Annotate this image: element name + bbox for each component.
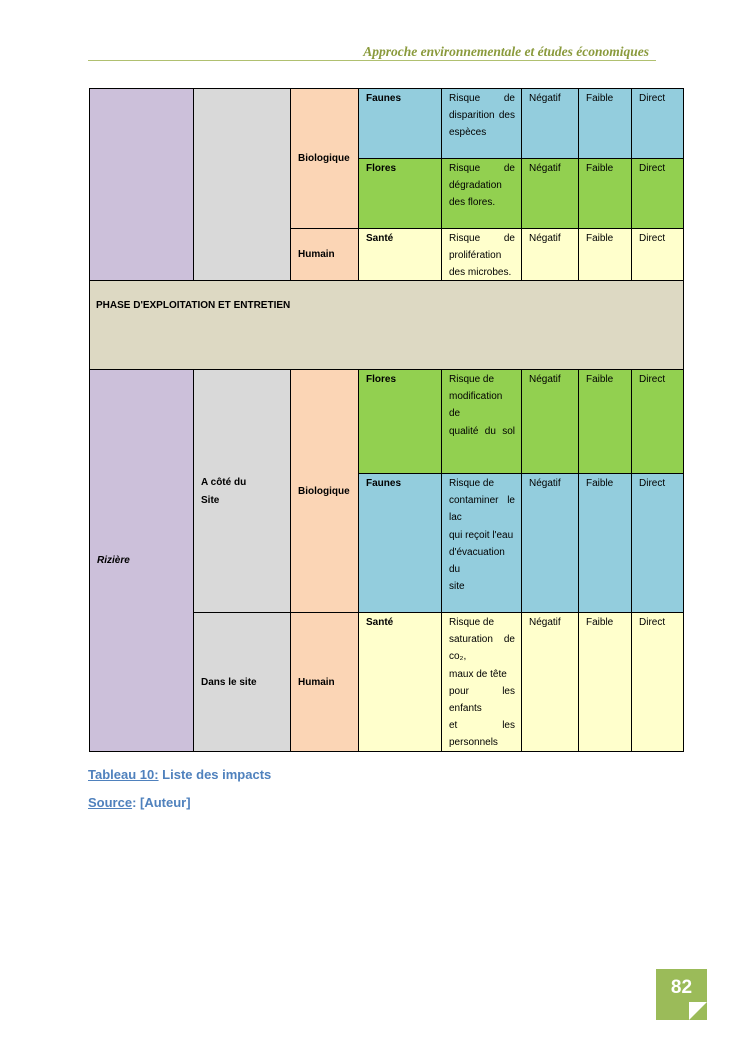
nature-cell xyxy=(521,158,579,229)
nature-label: Négatif xyxy=(529,233,561,244)
type-cell xyxy=(631,473,684,613)
nature-label: Négatif xyxy=(529,374,561,385)
impact-line: Risque de xyxy=(449,233,515,244)
nature-label: Négatif xyxy=(529,478,561,489)
caption-text: Liste des impacts xyxy=(158,767,272,782)
item-label: Flores xyxy=(366,163,397,174)
page-number-label: 82 xyxy=(670,977,693,998)
impact-line: espèces xyxy=(449,127,487,139)
impact-cell xyxy=(441,369,522,474)
category-label: Humain xyxy=(298,676,335,688)
intensity-cell xyxy=(578,473,632,613)
category-cell-humain-bottom xyxy=(290,612,359,752)
zone-cell-top xyxy=(193,88,291,281)
intensity-cell xyxy=(578,369,632,474)
intensity-label: Faible xyxy=(586,233,614,244)
impact-line: Risque de xyxy=(449,374,495,385)
impact-line: du xyxy=(449,564,461,576)
intensity-cell xyxy=(578,612,632,752)
zone-line: A côté du xyxy=(201,477,247,489)
item-cell xyxy=(358,158,442,229)
phase-row xyxy=(89,280,684,370)
intensity-label: Faible xyxy=(586,93,614,104)
activity-cell-top xyxy=(89,88,194,281)
phase-label: PHASE D'EXPLOITATION ET ENTRETIEN xyxy=(96,300,291,311)
item-label: Faunes xyxy=(366,478,402,489)
impact-line: site xyxy=(449,581,465,593)
item-label: Santé xyxy=(366,233,394,244)
category-label: Biologique xyxy=(298,485,350,497)
type-label: Direct xyxy=(639,163,666,174)
nature-cell xyxy=(521,473,579,613)
intensity-cell xyxy=(578,88,632,159)
intensity-cell xyxy=(578,228,632,281)
intensity-label: Faible xyxy=(586,374,614,385)
page-fold-icon xyxy=(689,1002,707,1020)
nature-label: Négatif xyxy=(529,93,561,104)
impact-line: des flores. xyxy=(449,197,496,209)
impact-line: qualité du sol xyxy=(449,425,515,437)
impact-line: des microbes. xyxy=(449,267,512,279)
table-caption xyxy=(88,767,271,782)
zone-label xyxy=(201,474,246,508)
nature-cell xyxy=(521,612,579,752)
zone-line: Site xyxy=(201,494,220,506)
zone-cell-in-site xyxy=(193,612,291,752)
source-text: : [Auteur] xyxy=(132,795,191,810)
impact-line: Risque de xyxy=(449,163,515,174)
impact-line: Risque de xyxy=(449,617,495,628)
caption-label: Tableau 10: xyxy=(88,767,159,782)
impact-line: et les xyxy=(449,720,515,732)
impact-line: lac xyxy=(449,512,462,524)
impact-line: maux de tête xyxy=(449,668,507,680)
impact-line: disparition des xyxy=(449,110,515,122)
impact-line: prolifération xyxy=(449,250,502,262)
intensity-label: Faible xyxy=(586,478,614,489)
item-label: Flores xyxy=(366,374,397,385)
type-label: Direct xyxy=(639,478,666,489)
type-cell xyxy=(631,369,684,474)
type-label: Direct xyxy=(639,374,666,385)
impact-cell xyxy=(441,158,522,229)
page-header-title: Approche environnementale et études économiques xyxy=(363,44,649,59)
intensity-cell xyxy=(578,158,632,229)
source-label: Source xyxy=(88,795,133,810)
category-label: Biologique xyxy=(298,153,350,165)
impact-line: Risque de xyxy=(449,93,515,104)
item-label: Santé xyxy=(366,617,394,628)
impact-line: saturation de xyxy=(449,634,515,646)
impact-line: personnels xyxy=(449,737,498,749)
impact-cell xyxy=(441,88,522,159)
impact-line: dégradation xyxy=(449,180,502,192)
item-cell xyxy=(358,612,442,752)
impact-cell xyxy=(441,228,522,281)
category-cell-biologique-top xyxy=(290,88,359,229)
category-cell-humain-top xyxy=(290,228,359,281)
impact-line: contaminer le xyxy=(449,495,515,507)
nature-cell xyxy=(521,88,579,159)
impact-cell xyxy=(441,473,522,613)
item-cell xyxy=(358,88,442,159)
type-cell xyxy=(631,158,684,229)
impact-line: d'évacuation xyxy=(449,546,505,558)
type-cell xyxy=(631,88,684,159)
impact-line: modification xyxy=(449,391,503,403)
impact-line: pour les xyxy=(449,685,515,697)
intensity-label: Faible xyxy=(586,163,614,174)
header-rule xyxy=(88,60,656,61)
zone-cell-near-site xyxy=(193,369,291,613)
impact-line: co₂, xyxy=(449,651,467,663)
category-label: Humain xyxy=(298,249,335,261)
intensity-label: Faible xyxy=(586,617,614,628)
impact-line: enfants xyxy=(449,703,482,715)
type-label: Direct xyxy=(639,93,666,104)
impact-line: Risque de xyxy=(449,478,495,489)
nature-cell xyxy=(521,228,579,281)
table-source xyxy=(88,795,191,810)
category-cell-biologique-bottom xyxy=(290,369,359,613)
activity-cell-riziere xyxy=(89,369,194,752)
type-label: Direct xyxy=(639,233,666,244)
impact-cell xyxy=(441,612,522,752)
type-cell xyxy=(631,612,684,752)
item-cell xyxy=(358,228,442,281)
nature-label: Négatif xyxy=(529,163,561,174)
item-cell xyxy=(358,473,442,613)
type-cell xyxy=(631,228,684,281)
type-label: Direct xyxy=(639,617,666,628)
item-label: Faunes xyxy=(366,93,402,104)
impact-line: qui reçoit l'eau xyxy=(449,529,514,541)
zone-label: Dans le site xyxy=(201,676,257,688)
item-cell xyxy=(358,369,442,474)
activity-label: Rizière xyxy=(97,555,130,567)
nature-cell xyxy=(521,369,579,474)
impact-line: de xyxy=(449,408,461,420)
nature-label: Négatif xyxy=(529,617,561,628)
